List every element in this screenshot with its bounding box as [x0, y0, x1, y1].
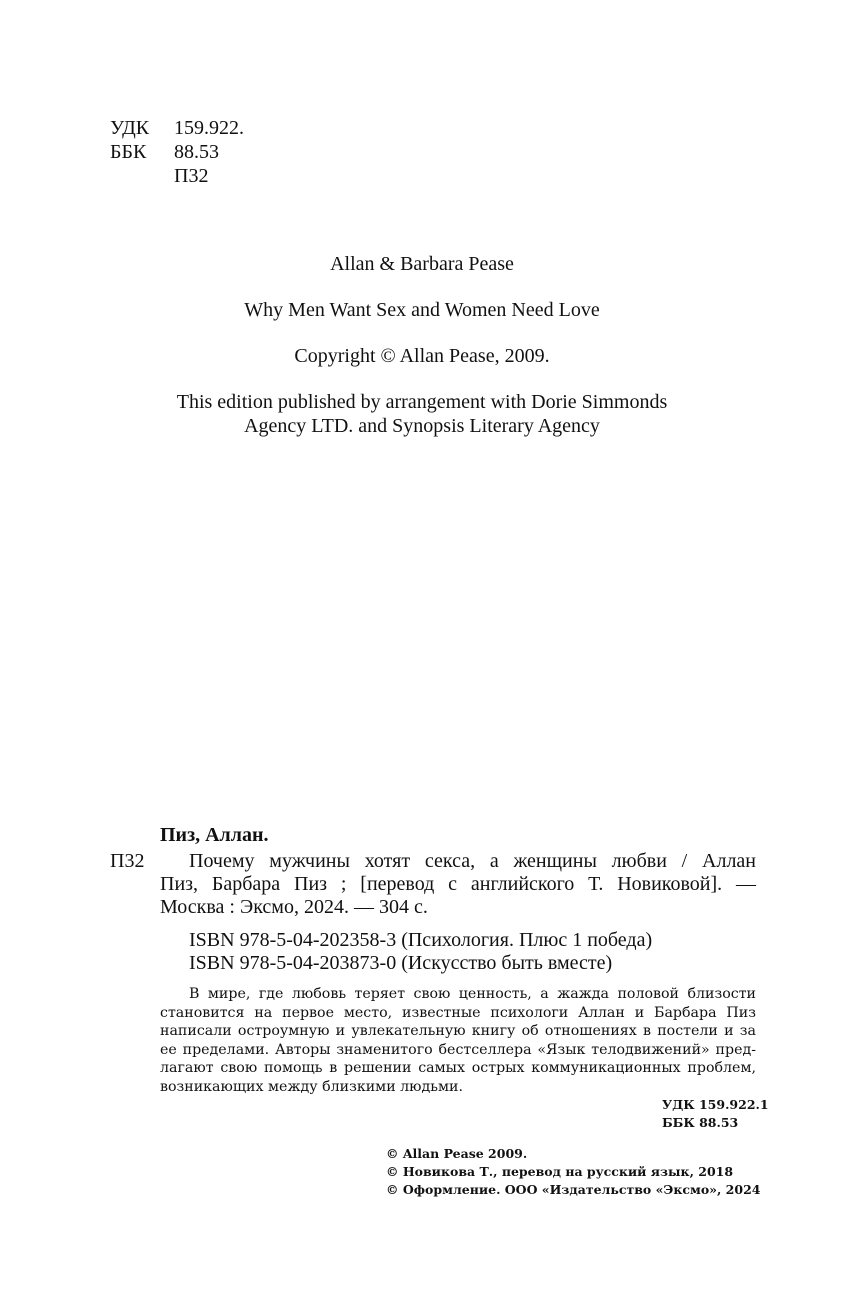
- annotation-line-5: лагают свою помощь в решении самых острых коммуникационных проблем,: [160, 1060, 756, 1076]
- annotation-line-3: написали остроумную и увлекательную книгу об отношениях в постели и за: [160, 1023, 756, 1039]
- annotation-bbk: ББК 88.53: [662, 1115, 739, 1130]
- biblio-line-3: Москва : Эксмо, 2024. — 304 с.: [160, 896, 428, 918]
- annotation-udk: УДК 159.922.1: [662, 1097, 769, 1112]
- bbk-label: ББК: [110, 141, 147, 163]
- original-authors: Allan & Barbara Pease: [330, 253, 514, 275]
- annotation-line-2: становится на первое место, известные психологи Аллан и Барбара Пиз: [160, 1004, 756, 1021]
- author-mark: П32: [174, 165, 209, 187]
- annotation-codes: [662, 1096, 769, 1132]
- annotation: [160, 985, 756, 1096]
- udk-label: УДК: [110, 117, 150, 139]
- bbk-row: [110, 140, 244, 164]
- author-mark-row: [110, 164, 244, 188]
- copyright-notice-1: © Allan Pease 2009.: [386, 1146, 528, 1161]
- biblio-line-2: Пиз, Барбара Пиз ; [перевод с английского Т. Новиковой]. —: [160, 873, 756, 895]
- edition-line-2: Agency LTD. and Synopsis Literary Agency: [244, 415, 600, 437]
- biblio-mark: П32: [110, 850, 145, 872]
- copyright-notices: [386, 1145, 760, 1199]
- annotation-line-1: В мире, где любовь теряет свою ценность, а жажда половой близости: [189, 986, 756, 1002]
- isbn-1: ISBN 978-5-04-202358-3 (Психология. Плюс 1 победа): [189, 929, 653, 951]
- isbn-2: ISBN 978-5-04-203873-0 (Искусство быть вместе): [189, 952, 613, 974]
- copyright-line: Copyright © Allan Pease, 2009.: [294, 345, 550, 367]
- udk-row: [110, 116, 244, 140]
- edition-line-1: This edition published by arrangement with Dorie Simmonds: [176, 391, 668, 413]
- annotation-line-6: возникающих между близкими людьми.: [160, 1078, 463, 1095]
- annotation-line-4: ее пределами. Авторы знаменитого бестселлера «Язык телодвижений» пред-: [160, 1041, 756, 1058]
- classification-block: [110, 116, 244, 188]
- original-title: Why Men Want Sex and Women Need Love: [244, 299, 600, 321]
- bbk-value: 88.53: [174, 141, 219, 163]
- udk-value: 159.922.: [174, 117, 244, 139]
- copyright-notice-2: © Новикова Т., перевод на русский язык, 2018: [386, 1164, 734, 1179]
- biblio-line-1: Почему мужчины хотят секса, а женщины любви / Аллан: [189, 850, 756, 872]
- copyright-notice-3: © Оформление. ООО «Издательство «Эксмо», 2024: [386, 1182, 761, 1197]
- biblio-heading: Пиз, Аллан.: [160, 824, 269, 846]
